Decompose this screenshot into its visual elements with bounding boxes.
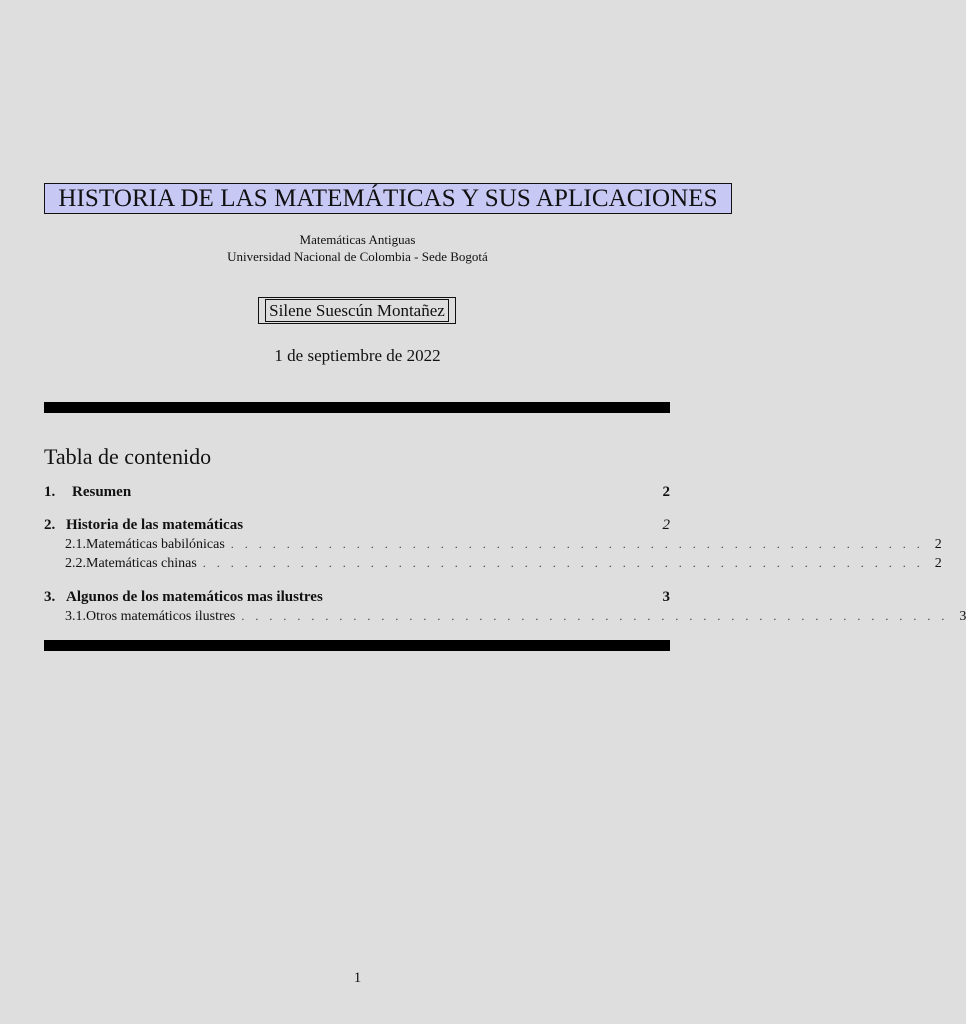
toc-heading: Tabla de contenido xyxy=(44,444,212,469)
document-subtitle: Matemáticas Antiguas xyxy=(299,232,416,247)
toc-leader-dots: . . . . . . . . . . . . . . . . . . . . . . . . . . . . . . . . . . . . . . . . . . . . . . . . . . xyxy=(230,537,924,551)
toc-section-number: 2. xyxy=(44,517,56,533)
toc-subsection-title: Otros matemáticos ilustres xyxy=(86,609,236,624)
toc-subsection-otros[interactable] xyxy=(44,609,966,627)
toc-subsection-number: 2.2. xyxy=(65,556,86,571)
document-title: HISTORIA DE LAS MATEMÁTICAS Y SUS APLICACIONES xyxy=(44,183,732,214)
toc-subsection-title: Matemáticas babilónicas xyxy=(86,537,225,552)
toc-subsection-chinas[interactable] xyxy=(44,556,942,574)
toc-subsection-page: 3 xyxy=(959,609,966,624)
toc-section-title: Algunos de los matemáticos mas ilustres xyxy=(66,589,323,605)
toc-section-number: 3. xyxy=(44,589,56,605)
top-rule xyxy=(44,402,670,413)
toc-leader-dots: . . . . . . . . . . . . . . . . . . . . . . . . . . . . . . . . . . . . . . . . . . . . . . . . . . . xyxy=(241,609,949,623)
toc-section-page: 3 xyxy=(662,589,670,605)
author-box xyxy=(258,297,456,324)
toc-section-title: Historia de las matemáticas xyxy=(66,517,244,533)
author-name: Silene Suescún Montañez xyxy=(265,299,449,322)
toc-subsection-page: 2 xyxy=(934,537,942,552)
toc-subsection-title: Matemáticas chinas xyxy=(86,556,197,571)
toc-subsection-number: 3.1. xyxy=(65,609,86,624)
toc-subsection-number: 2.1. xyxy=(65,537,86,552)
toc-section-resumen[interactable] xyxy=(44,484,670,502)
toc-section-page: 2 xyxy=(662,517,670,533)
toc-section-page: 2 xyxy=(662,484,670,500)
institution-line: Universidad Nacional de Colombia - Sede Bogotá xyxy=(227,249,488,264)
toc-section-title: Resumen xyxy=(72,484,132,500)
page-number: 1 xyxy=(353,970,362,986)
bottom-rule xyxy=(44,640,670,651)
toc-subsection-page: 2 xyxy=(934,556,942,571)
toc-leader-dots: . . . . . . . . . . . . . . . . . . . . . . . . . . . . . . . . . . . . . . . . . . . . . . . . . . . . xyxy=(202,556,924,570)
toc-section-historia[interactable] xyxy=(44,517,670,535)
toc-subsection-babilonicas[interactable] xyxy=(44,537,942,555)
toc-section-number: 1. xyxy=(44,484,56,500)
document-date: 1 de septiembre de 2022 xyxy=(274,346,441,365)
toc-section-algunos[interactable] xyxy=(44,589,670,607)
